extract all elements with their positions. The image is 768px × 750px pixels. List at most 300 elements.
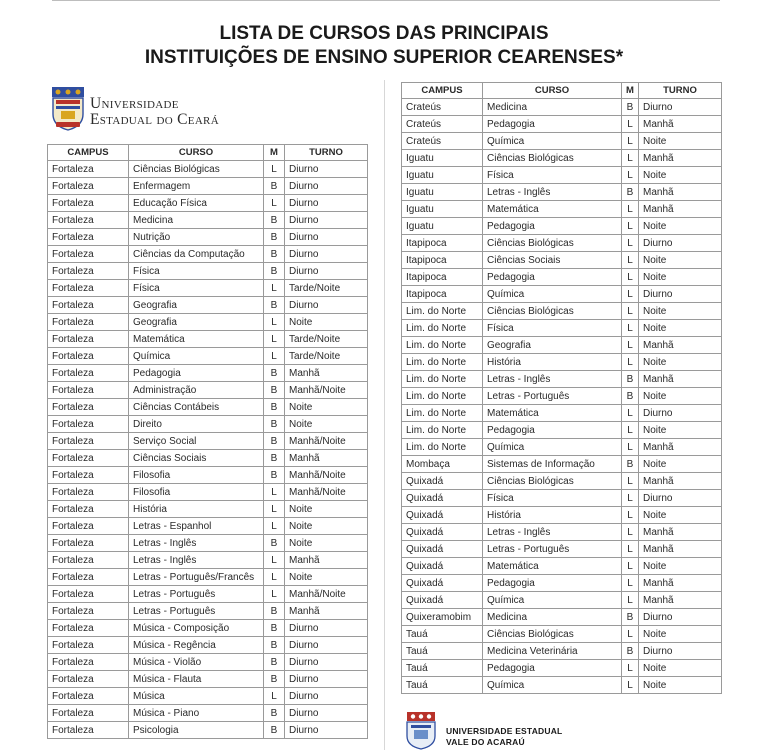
table-row [48,637,368,654]
table-row [48,484,368,501]
table-row [402,320,722,337]
cell-campus: Fortaleza [48,467,129,484]
cell-turno: Manhã [639,116,722,133]
cell-m: L [264,586,285,603]
cell-m: L [622,354,639,371]
cell-campus: Fortaleza [48,535,129,552]
cell-m: L [264,348,285,365]
table-row [402,388,722,405]
table-row [48,688,368,705]
cell-m: L [622,405,639,422]
cell-m: B [264,722,285,739]
cell-curso: Pedagogia [483,660,622,677]
cell-campus: Iguatu [402,150,483,167]
table-row [48,654,368,671]
cell-curso: Medicina [483,99,622,116]
cell-m: L [622,575,639,592]
table-row [48,416,368,433]
cell-campus: Tauá [402,643,483,660]
table-row [48,501,368,518]
cell-m: B [264,654,285,671]
table-row [402,269,722,286]
cell-curso: Ciências Contábeis [129,399,264,416]
table-header-row [48,145,368,161]
cell-m: L [264,552,285,569]
cell-curso: Química [483,133,622,150]
cell-curso: Física [483,167,622,184]
cell-turno: Diurno [285,161,368,178]
cell-campus: Lim. do Norte [402,371,483,388]
table-row [48,178,368,195]
cell-campus: Fortaleza [48,382,129,399]
cell-curso: Música [129,688,264,705]
table-row [48,450,368,467]
table-row [402,592,722,609]
cell-turno: Noite [639,677,722,694]
header-curso: CURSO [483,83,622,99]
cell-campus: Iguatu [402,218,483,235]
cell-turno: Diurno [285,654,368,671]
cell-curso: Química [129,348,264,365]
cell-curso: Letras - Inglês [483,524,622,541]
cell-turno: Diurno [285,671,368,688]
cell-curso: Matemática [483,405,622,422]
table-row [48,314,368,331]
cell-turno: Diurno [285,246,368,263]
table-row [48,586,368,603]
cell-turno: Diurno [639,405,722,422]
uva-line-1: UNIVERSIDADE ESTADUAL [446,726,563,736]
table-row [48,722,368,739]
cell-turno: Noite [639,303,722,320]
cell-turno: Manhã [639,439,722,456]
table-row [402,507,722,524]
cell-curso: Música - Flauta [129,671,264,688]
cell-m: L [622,116,639,133]
cell-campus: Quixadá [402,541,483,558]
cell-curso: Química [483,286,622,303]
cell-campus: Fortaleza [48,501,129,518]
table-row [402,524,722,541]
uva-logo [404,710,604,750]
cell-campus: Tauá [402,677,483,694]
cell-campus: Fortaleza [48,178,129,195]
uva-line-2: VALE DO ACARAÚ [446,737,525,747]
cell-m: L [622,677,639,694]
cell-m: B [264,297,285,314]
cell-campus: Quixadá [402,592,483,609]
cell-m: L [622,235,639,252]
cell-curso: Pedagogia [129,365,264,382]
university-crest-icon [50,84,86,132]
cell-m: B [264,450,285,467]
cell-curso: Letras - Inglês [129,552,264,569]
cell-m: B [622,184,639,201]
cell-m: B [264,365,285,382]
cell-turno: Diurno [639,609,722,626]
cell-m: L [264,518,285,535]
cell-turno: Noite [639,456,722,473]
cell-curso: Letras - Português [483,388,622,405]
cell-turno: Noite [639,269,722,286]
cell-campus: Quixeramobim [402,609,483,626]
header-m: M [622,83,639,99]
cell-curso: Ciências Biológicas [483,473,622,490]
cell-campus: Fortaleza [48,586,129,603]
cell-curso: Educação Física [129,195,264,212]
cell-campus: Fortaleza [48,416,129,433]
cell-turno: Manhã [285,552,368,569]
cell-m: L [622,473,639,490]
cell-curso: Pedagogia [483,422,622,439]
cell-m: L [264,280,285,297]
cell-turno: Manhã [639,592,722,609]
cell-turno: Manhã/Noite [285,586,368,603]
cell-curso: Física [129,280,264,297]
cell-turno: Diurno [285,722,368,739]
cell-m: B [264,671,285,688]
table-row [402,422,722,439]
cell-m: L [622,422,639,439]
cell-curso: Letras - Inglês [129,535,264,552]
cell-turno: Manhã/Noite [285,484,368,501]
cell-curso: Química [483,439,622,456]
cell-turno: Noite [639,167,722,184]
cell-curso: Ciências Biológicas [483,626,622,643]
cell-m: L [622,201,639,218]
table-row [48,620,368,637]
title-line-2: INSTITUIÇÕES DE ENSINO SUPERIOR CEARENSES* [144,47,624,68]
table-row [48,331,368,348]
cell-curso: Música - Violão [129,654,264,671]
cell-curso: Letras - Português [129,586,264,603]
cell-m: L [622,252,639,269]
cell-turno: Noite [639,422,722,439]
cell-campus: Fortaleza [48,195,129,212]
table-row [402,575,722,592]
cell-m: B [264,382,285,399]
cell-turno: Manhã [639,150,722,167]
cell-campus: Quixadá [402,524,483,541]
uece-line-1: Universidade [90,95,179,112]
cell-campus: Itapipoca [402,286,483,303]
cell-curso: Filosofia [129,467,264,484]
cell-m: B [264,212,285,229]
cell-curso: Física [483,320,622,337]
cell-m: B [264,535,285,552]
cell-curso: Letras - Inglês [483,371,622,388]
cell-curso: Serviço Social [129,433,264,450]
cell-turno: Noite [639,320,722,337]
cell-campus: Crateús [402,133,483,150]
cell-m: L [622,626,639,643]
table-row [402,439,722,456]
cell-campus: Fortaleza [48,450,129,467]
cell-m: B [264,246,285,263]
cell-turno: Noite [639,252,722,269]
cell-campus: Fortaleza [48,314,129,331]
cell-turno: Tarde/Noite [285,348,368,365]
cell-campus: Tauá [402,660,483,677]
cell-turno: Noite [639,507,722,524]
table-row [402,473,722,490]
page-title [0,22,768,70]
cell-m: B [264,467,285,484]
table-row [402,133,722,150]
cell-m: L [622,167,639,184]
header-turno: TURNO [639,83,722,99]
table-row [402,643,722,660]
cell-turno: Noite [639,133,722,150]
table-row [402,167,722,184]
title-line-1: LISTA DE CURSOS DAS PRINCIPAIS [219,23,549,44]
table-row [48,297,368,314]
cell-campus: Lim. do Norte [402,354,483,371]
table-row [48,229,368,246]
table-row [48,246,368,263]
cell-campus: Fortaleza [48,297,129,314]
cell-turno: Noite [285,399,368,416]
table-row [48,671,368,688]
cell-turno: Noite [639,558,722,575]
table-row [402,201,722,218]
university-crest-icon [404,710,438,750]
cell-curso: Letras - Português/Francês [129,569,264,586]
cell-campus: Lim. do Norte [402,320,483,337]
cell-m: L [264,484,285,501]
header-campus: CAMPUS [48,145,129,161]
cell-curso: Pedagogia [483,575,622,592]
table-row [48,518,368,535]
cell-campus: Fortaleza [48,229,129,246]
cell-curso: Matemática [483,201,622,218]
cell-campus: Quixadá [402,558,483,575]
cell-curso: Letras - Inglês [483,184,622,201]
cell-curso: Sistemas de Informação [483,456,622,473]
cell-m: B [622,388,639,405]
table-row [48,263,368,280]
cell-m: B [264,399,285,416]
table-row [402,541,722,558]
cell-turno: Diurno [285,178,368,195]
table-row [402,405,722,422]
table-row [402,218,722,235]
column-divider [384,80,385,750]
cell-campus: Fortaleza [48,161,129,178]
cell-curso: Ciências Biológicas [129,161,264,178]
cell-campus: Mombaça [402,456,483,473]
cell-curso: Física [129,263,264,280]
cell-curso: Administração [129,382,264,399]
cell-campus: Lim. do Norte [402,337,483,354]
cell-curso: Geografia [129,314,264,331]
cell-curso: Geografia [483,337,622,354]
cell-curso: Geografia [129,297,264,314]
cell-curso: Medicina [483,609,622,626]
header-curso: CURSO [129,145,264,161]
cell-m: B [264,416,285,433]
cell-campus: Iguatu [402,167,483,184]
cell-campus: Lim. do Norte [402,422,483,439]
cell-campus: Fortaleza [48,518,129,535]
cell-m: L [264,331,285,348]
cell-curso: Medicina Veterinária [483,643,622,660]
cell-campus: Fortaleza [48,722,129,739]
cell-turno: Diurno [285,212,368,229]
table-row [402,235,722,252]
table-row [48,603,368,620]
cell-m: B [264,620,285,637]
cell-turno: Diurno [639,235,722,252]
table-row [48,348,368,365]
cell-m: L [622,490,639,507]
cell-campus: Tauá [402,626,483,643]
cell-turno: Manhã [639,201,722,218]
cell-curso: História [129,501,264,518]
cell-campus: Quixadá [402,473,483,490]
cell-turno: Manhã [639,371,722,388]
cell-m: L [622,269,639,286]
cell-turno: Noite [285,535,368,552]
cell-turno: Diurno [285,688,368,705]
cell-campus: Lim. do Norte [402,388,483,405]
cell-m: B [622,609,639,626]
cell-m: L [622,218,639,235]
cell-turno: Diurno [639,490,722,507]
cell-turno: Manhã [639,184,722,201]
cell-curso: Ciências Biológicas [483,303,622,320]
header-turno: TURNO [285,145,368,161]
cell-turno: Manhã [639,541,722,558]
cell-turno: Tarde/Noite [285,331,368,348]
cell-m: L [264,501,285,518]
cell-campus: Fortaleza [48,603,129,620]
cell-turno: Noite [285,501,368,518]
cell-turno: Manhã [285,603,368,620]
cell-m: L [622,303,639,320]
cell-campus: Itapipoca [402,235,483,252]
table-row [48,569,368,586]
table-row [402,184,722,201]
cell-curso: Matemática [483,558,622,575]
cell-m: L [622,541,639,558]
cell-m: B [264,229,285,246]
table-row [48,212,368,229]
table-header-row [402,83,722,99]
cell-curso: História [483,507,622,524]
cell-campus: Fortaleza [48,671,129,688]
header-campus: CAMPUS [402,83,483,99]
cell-turno: Noite [285,518,368,535]
table-row [48,467,368,484]
cell-m: B [264,178,285,195]
cell-campus: Quixadá [402,490,483,507]
cell-turno: Diurno [639,99,722,116]
cell-m: B [264,637,285,654]
cell-curso: Ciências Sociais [129,450,264,467]
header-m: M [264,145,285,161]
cell-campus: Crateús [402,99,483,116]
cell-curso: Letras - Espanhol [129,518,264,535]
cell-curso: Letras - Português [483,541,622,558]
left-course-table [47,144,368,739]
table-row [402,660,722,677]
cell-turno: Diurno [285,637,368,654]
cell-campus: Itapipoca [402,269,483,286]
cell-curso: Ciências da Computação [129,246,264,263]
table-row [402,609,722,626]
right-course-table [401,82,722,694]
cell-m: L [264,161,285,178]
cell-campus: Lim. do Norte [402,405,483,422]
cell-m: L [622,320,639,337]
cell-turno: Manhã [285,365,368,382]
cell-curso: Pedagogia [483,269,622,286]
cell-campus: Fortaleza [48,331,129,348]
cell-turno: Noite [639,388,722,405]
cell-campus: Fortaleza [48,365,129,382]
top-rule [52,0,720,1]
cell-m: B [264,705,285,722]
table-row [402,286,722,303]
cell-turno: Manhã [639,473,722,490]
cell-turno: Noite [639,354,722,371]
cell-turno: Diurno [285,297,368,314]
cell-campus: Crateús [402,116,483,133]
cell-curso: Letras - Português [129,603,264,620]
cell-m: L [622,524,639,541]
cell-campus: Lim. do Norte [402,303,483,320]
cell-curso: Medicina [129,212,264,229]
cell-m: B [264,603,285,620]
table-row [48,161,368,178]
table-row [402,558,722,575]
cell-m: L [264,195,285,212]
cell-turno: Noite [639,626,722,643]
cell-curso: Pedagogia [483,218,622,235]
cell-campus: Fortaleza [48,433,129,450]
cell-curso: Música - Piano [129,705,264,722]
table-row [402,303,722,320]
cell-campus: Fortaleza [48,654,129,671]
table-row [48,382,368,399]
table-row [48,705,368,722]
cell-m: L [264,688,285,705]
table-row [402,354,722,371]
cell-m: B [264,263,285,280]
cell-campus: Fortaleza [48,246,129,263]
cell-curso: Música - Regência [129,637,264,654]
table-row [48,552,368,569]
cell-m: B [622,643,639,660]
table-row [402,490,722,507]
cell-curso: Química [483,677,622,694]
cell-turno: Noite [285,416,368,433]
table-row [48,195,368,212]
table-row [402,150,722,167]
cell-m: B [264,433,285,450]
cell-turno: Diurno [639,286,722,303]
cell-turno: Diurno [639,643,722,660]
cell-curso: Música - Composição [129,620,264,637]
cell-turno: Manhã/Noite [285,467,368,484]
cell-curso: Nutrição [129,229,264,246]
cell-campus: Fortaleza [48,399,129,416]
table-row [402,371,722,388]
table-row [48,399,368,416]
cell-m: L [622,337,639,354]
table-row [402,677,722,694]
